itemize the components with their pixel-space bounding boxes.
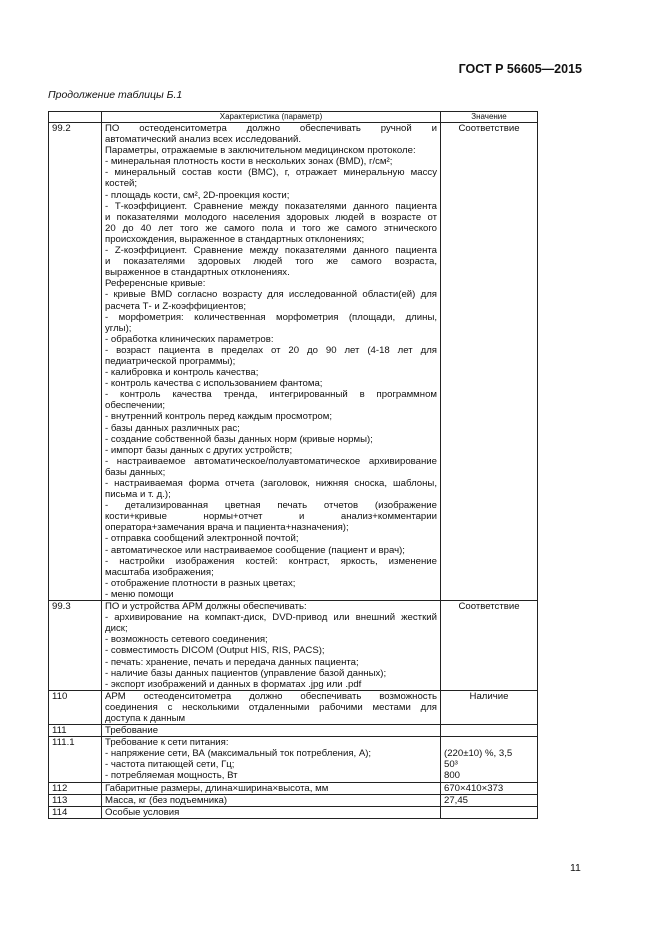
characteristic-line: - отображение плотности в разных цветах;: [105, 577, 296, 589]
characteristic-line: и показателями молодого населения здоровых людей в возрасте от: [105, 211, 437, 223]
characteristic-line: АРМ остеоденситометра должно обеспечивать возможность: [105, 690, 437, 702]
characteristic-line: - обработка клинических параметров:: [105, 333, 274, 345]
characteristic-line: - совместимость DICOM (Output HIS, RIS, PACS);: [105, 645, 325, 657]
standard-designation: ГОСТ Р 56605—2015: [458, 62, 582, 76]
characteristic-line: - импорт базы данных с других устройств;: [105, 444, 293, 456]
characteristic-line: - площадь кости, см², 2D-проекция кости;: [105, 189, 290, 201]
characteristic-line: - архивирование на компакт-диск, DVD-привод или внешний жесткий: [105, 612, 437, 624]
characteristic-line: базы данных;: [105, 466, 166, 478]
value-line: (220±10) %, 3,5: [444, 748, 513, 760]
table-row: [49, 782, 538, 794]
row-number: 111.1: [49, 737, 102, 782]
characteristic-line: - Z-коэффициент. Сравнение между показателями данного пациента: [105, 245, 437, 257]
row-characteristic: [102, 806, 441, 818]
row-value: Соответствие: [441, 601, 538, 691]
characteristic-line: ПО и устройства АРМ должны обеспечивать:: [105, 601, 307, 613]
characteristic-line: - наличие базы данных пациентов (управление базой данных);: [105, 667, 387, 679]
table-row: [49, 123, 538, 601]
characteristic-line: - Т-коэффициент. Сравнение между показателями данного пациента: [105, 200, 437, 212]
table-row: [49, 806, 538, 818]
characteristic-line: автоматический анализ всех исследований.: [105, 134, 302, 146]
row-value: 27,45: [441, 794, 538, 806]
row-characteristic: [102, 690, 441, 724]
row-value: Наличие: [441, 690, 538, 724]
characteristic-line: Требование к сети питания:: [105, 737, 229, 749]
row-value: [441, 737, 538, 782]
row-characteristic: [102, 737, 441, 782]
table-row: [49, 794, 538, 806]
characteristic-line: - потребляемая мощность, Вт: [105, 770, 238, 782]
row-characteristic: [102, 794, 441, 806]
characteristic-line: - отправка сообщений электронной почтой;: [105, 533, 299, 545]
characteristic-line: - напряжение сети, ВА (максимальный ток потребления, А);: [105, 748, 372, 760]
characteristic-line: - настройки изображения костей: контраст, яркость, изменение: [105, 555, 437, 567]
page-number: 11: [570, 862, 581, 874]
characteristic-line: педиатрической программы);: [105, 355, 236, 367]
characteristic-line: расчета Т- и Z-коэффициентов;: [105, 300, 247, 312]
characteristic-line: ПО остеоденситометра должно обеспечивать ручной и: [105, 123, 437, 134]
characteristic-line: углы);: [105, 322, 132, 334]
characteristic-line: Габаритные размеры, длина×ширина×высота, мм: [105, 782, 329, 794]
table-row: [49, 690, 538, 724]
row-characteristic: [102, 601, 441, 691]
row-number: 99.3: [49, 601, 102, 691]
row-number: 110: [49, 690, 102, 724]
characteristic-line: - частота питающей сети, Гц;: [105, 759, 235, 771]
header-number: [49, 112, 102, 123]
characteristic-line: - минеральная плотность кости в нескольких зонах (BMD), г/см²;: [105, 156, 393, 168]
value-line: 50³: [444, 759, 458, 771]
value-line: 800: [444, 770, 461, 782]
characteristic-line: - контроль качества тренда, интегрированный в программном: [105, 389, 437, 401]
characteristic-line: - базы данных различных рас;: [105, 422, 240, 434]
characteristic-line: выраженное в стандартных отклонениях.: [105, 267, 290, 279]
characteristic-line: и показателями здоровых людей того же самого возраста,: [105, 256, 437, 268]
characteristic-line: Референсные кривые:: [105, 278, 206, 290]
characteristic-line: Масса, кг (без подъемника): [105, 794, 228, 806]
characteristic-line: - минеральный состав кости (ВМС), г, отражает минеральную массу: [105, 167, 437, 179]
characteristic-line: - настраиваемая форма отчета (заголовок, нижняя сноска, шаблоны,: [105, 478, 437, 489]
characteristic-line: обеспечении;: [105, 400, 166, 412]
characteristic-line: - возраст пациента в пределах от 20 до 90 лет (4-18 лет для: [105, 344, 437, 356]
characteristic-line: кости+кривые нормы+отчет и анализ+комментарии: [105, 511, 437, 523]
row-characteristic: [102, 725, 441, 737]
header-characteristic: Характеристика (параметр): [102, 112, 441, 123]
characteristic-line: - экспорт изображений и данных в форматах .jpg или .pdf: [105, 678, 362, 690]
row-number: 113: [49, 794, 102, 806]
characteristic-line: письма и т. д.);: [105, 489, 171, 501]
row-value: 670×410×373: [441, 782, 538, 794]
row-characteristic: [102, 782, 441, 794]
characteristic-line: доступа к данным: [105, 712, 186, 724]
characteristic-line: соединения с несколькими отдаленными рабочими местами для: [105, 701, 437, 713]
characteristic-line: - возможность сетевого соединения;: [105, 634, 268, 646]
row-value: [441, 725, 538, 737]
characteristic-line: диск;: [105, 623, 128, 635]
characteristic-line: масштаба изображения;: [105, 566, 214, 578]
characteristic-line: - калибровка и контроль качества;: [105, 367, 259, 379]
value-line: [444, 737, 534, 748]
characteristic-line: - внутренний контроль перед каждым просмотром;: [105, 411, 333, 423]
row-number: 111: [49, 725, 102, 737]
characteristic-line: 20 до 40 лет того же самого пола и того же самого этнического: [105, 222, 437, 234]
characteristic-line: - детализированная цветная печать отчетов (изображение: [105, 500, 437, 512]
row-number: 112: [49, 782, 102, 794]
header-value: Значение: [441, 112, 538, 123]
characteristic-line: Требование: [105, 725, 159, 737]
characteristic-line: - создание собственной базы данных норм (кривые нормы);: [105, 433, 373, 445]
characteristic-line: Особые условия: [105, 806, 180, 818]
characteristic-line: - меню помощи: [105, 588, 174, 600]
characteristic-line: костей;: [105, 178, 138, 190]
table-row: [49, 737, 538, 782]
row-number: 99.2: [49, 123, 102, 601]
table-header-row: [49, 112, 538, 123]
row-number: 114: [49, 806, 102, 818]
characteristic-line: - печать: хранение, печать и передача данных пациента;: [105, 656, 359, 668]
table-caption: Продолжение таблицы Б.1: [48, 89, 183, 101]
row-value: Соответствие: [441, 123, 538, 601]
row-value: [441, 806, 538, 818]
row-characteristic: [102, 123, 441, 601]
table-row: [49, 601, 538, 691]
characteristic-line: Параметры, отражаемые в заключительном медицинском протоколе:: [105, 145, 416, 157]
spec-table: [48, 111, 538, 819]
characteristic-line: - контроль качества с использованием фантома;: [105, 378, 323, 390]
characteristic-line: - автоматическое или настраиваемое сообщение (пациент и врач);: [105, 544, 405, 556]
characteristic-line: оператора+замечания врача и пациента+назначения);: [105, 522, 349, 534]
table-row: [49, 725, 538, 737]
characteristic-line: - настраиваемое автоматическое/полуавтоматическое архивирование: [105, 455, 437, 467]
characteristic-line: - морфометрия: количественная морфометрия (площади, длины,: [105, 311, 437, 323]
characteristic-line: происхождения, выраженное в стандартных отклонениях;: [105, 233, 365, 245]
characteristic-line: - кривые BMD согласно возрасту для исследованной области(ей) для: [105, 289, 437, 301]
